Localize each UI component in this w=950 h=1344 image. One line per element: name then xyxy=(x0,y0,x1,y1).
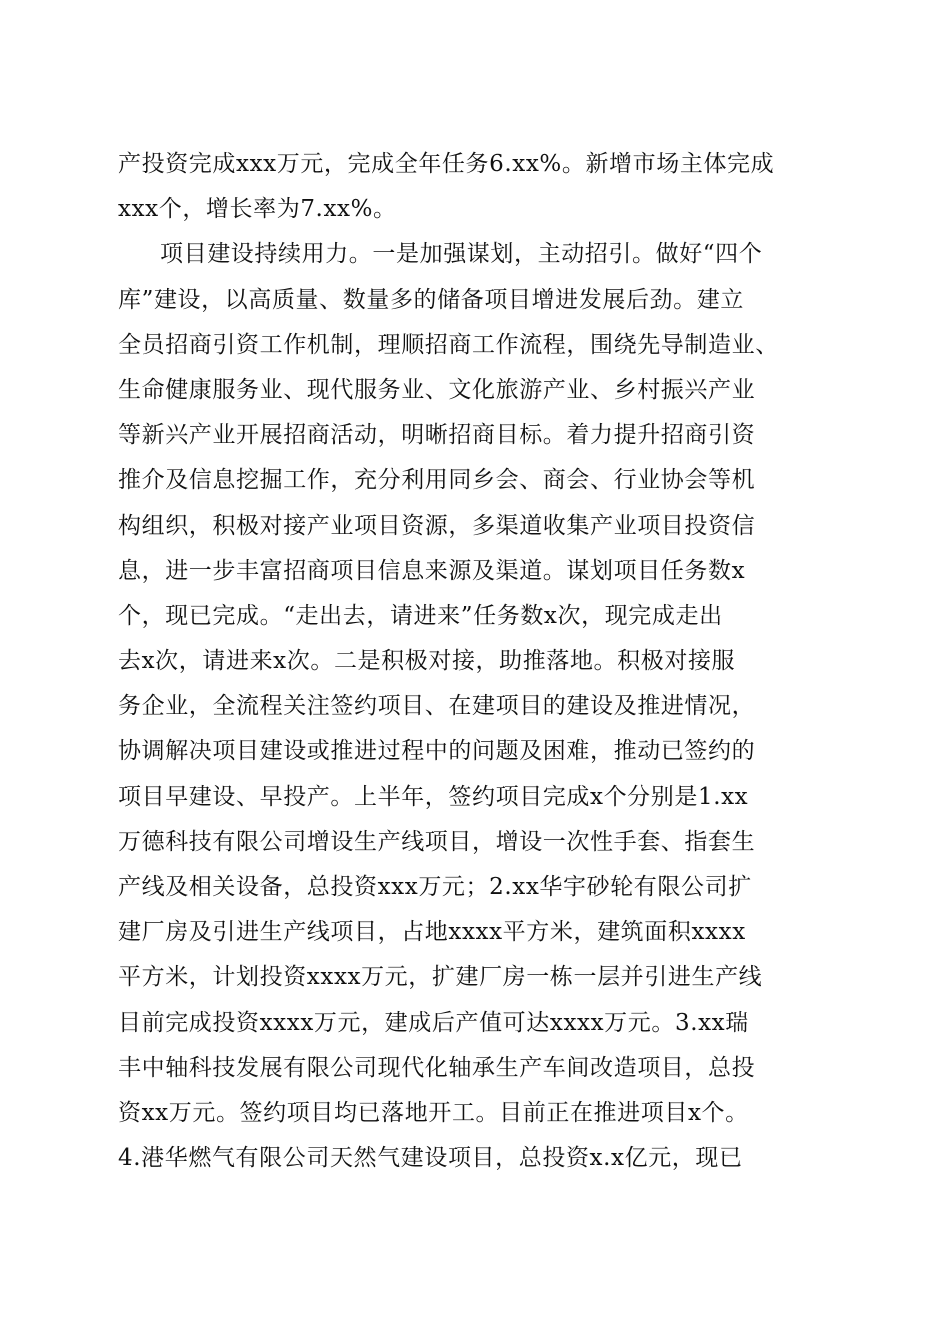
text-line: 务企业，全流程关注签约项目、在建项目的建设及推进情况， xyxy=(118,693,756,720)
text-line: 等新兴产业开展招商活动，明晰招商目标。着力提升招商引资 xyxy=(118,422,756,449)
text-line: 库”建设，以高质量、数量多的储备项目增进发展后劲。建立 xyxy=(118,286,744,313)
text-line: xxx个，增长率为7.xx%。 xyxy=(118,196,397,223)
body-text xyxy=(118,142,848,1181)
text-line: 推介及信息挖掘工作，充分利用同乡会、商会、行业协会等机 xyxy=(118,467,756,494)
text-line: 丰中轴科技发展有限公司现代化轴承生产车间改造项目，总投 xyxy=(118,1054,756,1081)
text-line: 资xx万元。签约项目均已落地开工。目前正在推进项目x个。 xyxy=(118,1099,749,1126)
text-line: 4.港华燃气有限公司天然气建设项目，总投资x.x亿元，现已 xyxy=(118,1145,743,1172)
text-line: 建厂房及引进生产线项目，占地xxxx平方米，建筑面积xxxx xyxy=(118,919,746,946)
text-line: 产线及相关设备，总投资xxx万元；2.xx华宇砂轮有限公司扩 xyxy=(118,874,752,900)
text-line: 万德科技有限公司增设生产线项目，增设一次性手套、指套生 xyxy=(118,828,756,855)
text-line: 个，现已完成。“走出去，请进来”任务数x次，现完成走出 xyxy=(118,602,723,629)
text-line: 项目早建设、早投产。上半年，签约项目完成x个分别是1.xx xyxy=(118,783,749,810)
text-line: 生命健康服务业、现代服务业、文化旅游产业、乡村振兴产业 xyxy=(118,376,756,403)
text-line: 去x次，请进来x次。二是积极对接，助推落地。积极对接服 xyxy=(118,648,736,675)
text-line: 目前完成投资xxxx万元，建成后产值可达xxxx万元。3.xx瑞 xyxy=(118,1009,749,1036)
text-line: 息，进一步丰富招商项目信息来源及渠道。谋划项目任务数x xyxy=(118,557,746,584)
paragraph-first-line: 项目建设持续用力。一是加强谋划，主动招引。做好“四个 xyxy=(160,241,763,268)
text-line: 产投资完成xxx万元，完成全年任务6.xx%。新增市场主体完成 xyxy=(118,151,775,177)
text-line: 协调解决项目建设或推进过程中的问题及困难，推动已签约的 xyxy=(118,738,756,765)
text-line: 全员招商引资工作机制，理顺招商工作流程，围绕先导制造业、 xyxy=(118,331,779,358)
text-line: 平方米，计划投资xxxx万元，扩建厂房一栋一层并引进生产线 xyxy=(118,964,763,991)
text-line: 构组织，积极对接产业项目资源，多渠道收集产业项目投资信 xyxy=(118,512,756,539)
